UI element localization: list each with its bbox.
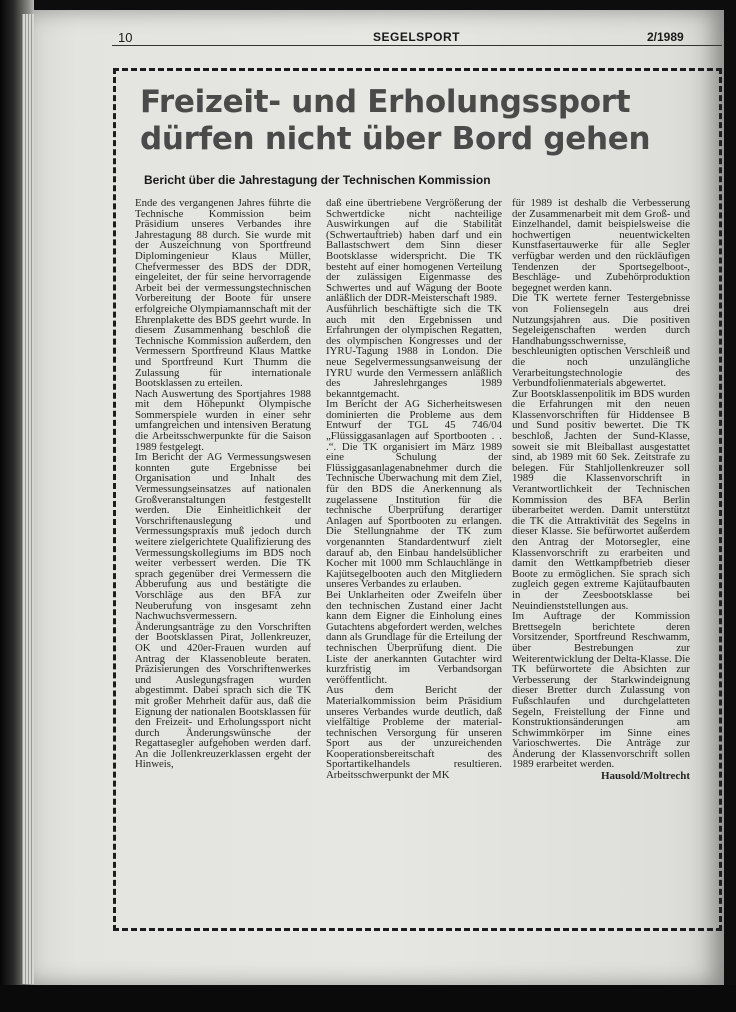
paragraph: Aus dem Bericht der Materialkommission beim Präsidium unseres Verbandes wurde deutlich, daß vielfältige Probleme der material-technischen Versorgung für unseren Sport aus der unzureichenden Kooperationsbereitschaft des Sportartikelhandels resultieren. Arbeitsschwerpunkt der MK [326,684,502,782]
issue-number: 2/1989 [647,30,684,44]
article-column-2 [326,198,502,781]
magazine-title: SEGELSPORT [373,30,461,44]
paragraph: Ausführlich beschäftigte sich die TK auch mit den Ergebnissen und Erfahrungen der olympischen Regatten, des olympischen Kongresses und der IYRU-Tagung 1988 in London. Die neue Segelvermessungsanweisung der IYRU wurde den Vermessern anläßlich des Jahreslehrganges 1989 bekanntgemacht. [326,302,502,400]
paragraph: daß eine übertriebene Vergrößerung der Schwertdicke nicht nachteilige Auswirkungen auf die Stabilität (Schwertauftrieb) haben darf und ein Ballastschwert dem Sinn dieser Bootsklasse widerspricht. Die TK besteht auf einer homogenen Verteilung der zulässigen Eigenmasse des Schwertes und auf Wägung der Boote anläßlich der DDR-Meisterschaft 1989. [326,197,502,305]
paragraph: Ende des vergangenen Jahres führte die Technische Kommission beim Präsidium unseres Verbandes ihre Jahrestagung 88 durch. Sie wurde mit der Auszeichnung von Sportfreund Diplomingenieur Klaus Müller, Chefvermesser des BDS der DDR, eingeleitet, der für seine hervorragende Arbeit bei der vermessungstechnischen Vorbereitung der Boote für unsere erfolgreiche Olympiamannschaft mit der Ehrenplakette des BDS geehrt wurde. In diesem Zusammenhang beschloß die Technische Kommission außerdem, den Vermessern Sportfreund Klaus Mattke und Sportfreund Kurt Thumm die Zulassung für internationale Bootsklassen zu erteilen. [135,197,311,390]
paragraph: Im Bericht der AG Sicherheitswesen dominierten die Probleme aus dem Entwurf der TGL 45 746/04 „Flüssiggasanlagen auf Sportbooten . . .“. Die TK organisiert im März 1989 eine Schulung der Flüssiggasanlagenabnehmer durch die Technische Überwachung mit dem Ziel, für den BDS die Anerkennung als zugelassene Institution für die technische Überprüfung derartiger Anlagen auf Sportbooten zu erlangen. Die Stellungnahme der TK zum vorgenannten Standardentwurf zielt darauf ab, den Einbau handelsüblicher Kocher mit 1000 mm Schlauchlänge in Kajütsegelbooten auch den Mitgliedern unseres Verbandes zu erlauben. [326,398,502,591]
article-column-3 [512,198,690,782]
book-spine [0,0,34,1012]
scan-background [0,985,736,1012]
page-number: 10 [118,30,133,45]
paragraph: Im Auftrage der Kommission Brettsegeln berichtete deren Vorsitzender, Sportfreund Reschwamm, über Bestrebungen zur Weiterentwicklung der Delta-Klasse. Die TK befürwortete die Absichten zur Verbesserung der Starkwindeignung dieser Bretter durch Zulassung von Fußschlaufen und durchgelatteten Segeln, Freistellung der Finne und Konstruktionsänderungen am Schwimmkörper im Sinne eines Varioschwertes. Die Anträge zur Änderung der Klassenvorschrift sollen 1989 erarbeitet werden. [512,610,690,771]
paragraph: Nach Auswertung des Sportjahres 1988 mit dem Höhepunkt Olympische Sommerspiele wurden in einer sehr umfangreichen und intensiven Beratung die Arbeitsschwerpunkte für die Saison 1989 festgelegt. [135,387,311,453]
header-rule [112,45,722,46]
headline-line-1: Freizeit- und Erholungssport [140,84,631,120]
paragraph: Die TK wertete ferner Testergebnisse von Foliensegeln aus drei Nutzungsjahren aus. Die positiven Segeleigenschaften werden durch Handhabungsschwernisse, beschleunigten optischen Verschleiß und die noch unzulängliche Verarbeitungstechnologie des Verbundfolienmaterials abgewertet. [512,292,690,390]
article-headline [140,84,700,158]
article-subheadline: Bericht über die Jahrestagung der Technischen Kommission [144,173,491,187]
author-signature: Hausold/Moltrecht [600,770,690,783]
paragraph: Bei Unklarheiten oder Zweifeln über den technischen Zustand einer Jacht kann dem Eigner die Einholung eines Gutachtens abgefordert werden, welches dann als Grundlage für die Erteilung der technischen Überprüfung dient. Die Liste der anerkannten Gutachter wird kurzfristig im Verbandsorgan veröffentlicht. [326,588,502,686]
paragraph: Im Bericht der AG Vermessungswesen konnten gute Ergebnisse bei Organisation und Inhalt des Vermessungseinsatzes auf nationalen Großveranstaltungen festgestellt werden. Die Einheitlichkeit der Vorschriftenauslegung und Vermessungspraxis muß jedoch durch weitere zielgerichtete Qualifizierung des Vermessungskollegiums im BDS noch weiter verbessert werden. Die TK sprach gegenüber drei Vermessern die Abberufung aus und bestätigte die Vorschläge aus den BFA zur Neuberufung von insgesamt zehn Nachwuchsvermessern. [135,451,311,623]
paragraph: Zur Bootsklassenpolitik im BDS wurden die Erfahrungen mit den neuen Klassenvorschriften für Hiddensee B und Sund positiv bewertet. Die TK beschloß, Jachten der Sund-Klasse, soweit sie mit Bleiballast ausgestattet sind, ab 1989 mit 60 Sek. Zeitstrafe zu belegen. Für Stahljollenkreuzer soll 1989 die Klassenvorschrift in Verantwortlichkeit der Technischen Kommission des BFA Berlin überarbeitet werden. Damit unterstützt die TK die Attraktivität des Segelns in dieser Klasse. Sie befürwortet außerdem den Antrag der Motorsegler, eine Klassenvorschrift zu erarbeiten und damit den Wettkampfbetrieb dieser Boote zu ermöglichen. Sie sprach sich zugleich gegen extreme Kajütaufbauten in der Zeesbootsklasse bei Neuindienststellungen aus. [512,387,690,612]
paragraph: Änderungsanträge zu den Vorschriften der Bootsklassen Pirat, Jollenkreuzer, OK und 420er-Frauen wurden auf Antrag der Klassenobleute beraten. Präzisierungen des Vorschriftenwerkes und Auslegungsfragen wurden abgestimmt. Dabei sprach sich die TK mit großer Mehrheit dafür aus, daß die Eignung der nationalen Bootsklassen für den Freizeit- und Erholungssport nicht durch Änderungswünsche der Regattasegler aufgehoben werden darf. An die Jollenkreuzerklassen ergeht der Hinweis, [135,620,311,771]
page-edges [22,14,34,984]
paragraph: für 1989 ist deshalb die Verbesserung der Zusammenarbeit mit dem Groß- und Einzelhandel, damit beispielsweise die hochwertigen neuentwickelten Kunstfasertauwerke für alle Segler verfügbar werden und den rückläufigen Tendenzen der Sportsegelboot-, Beschläge- und Zubehörproduktion begegnet werden kann. [512,197,690,294]
headline-line-2: dürfen nicht über Bord gehen [140,121,651,157]
article-column-1 [135,198,311,770]
